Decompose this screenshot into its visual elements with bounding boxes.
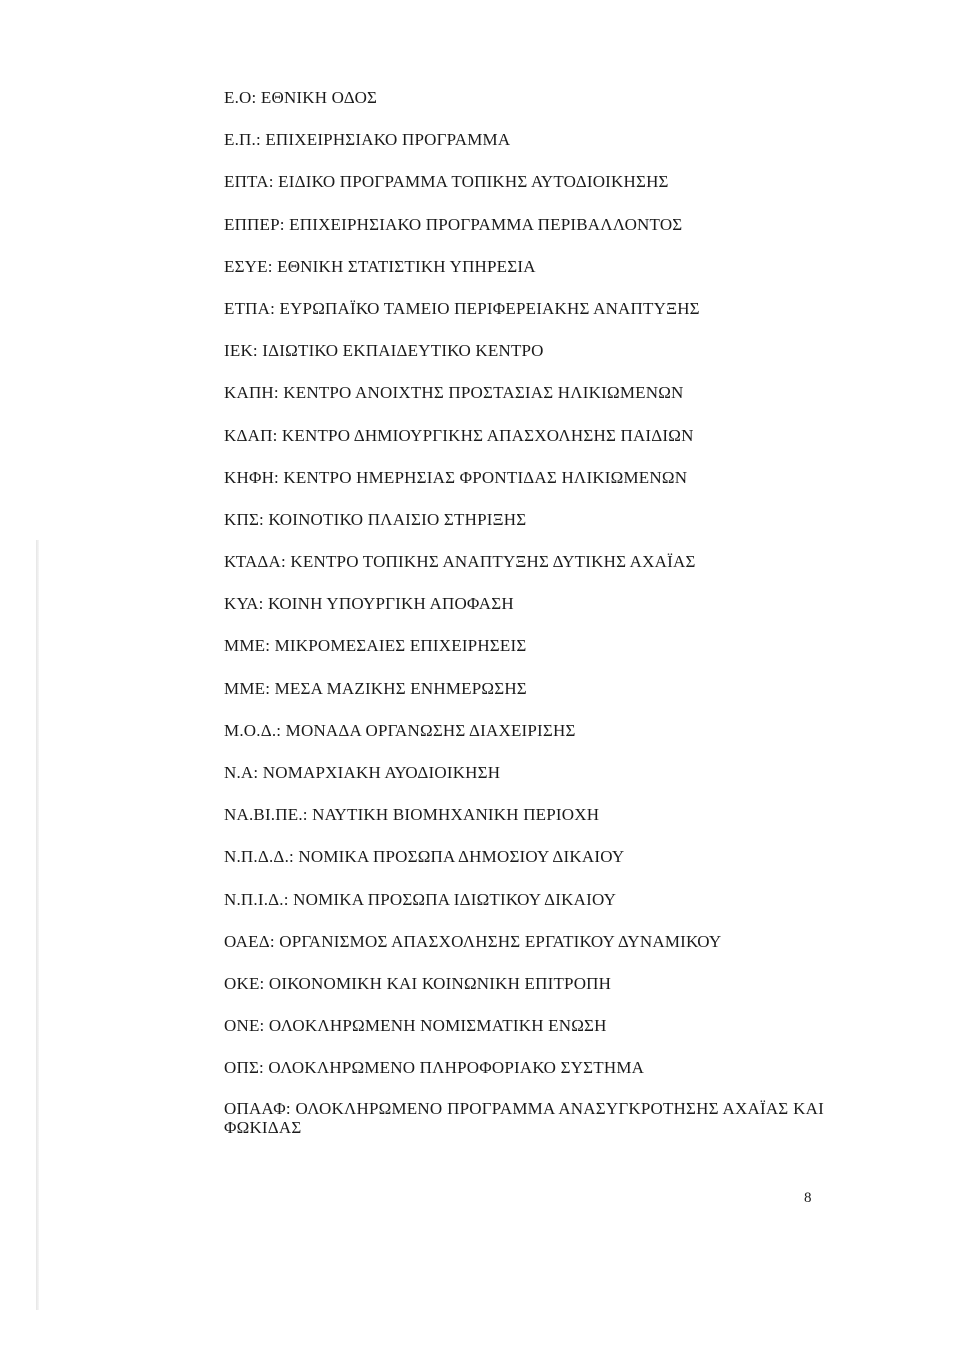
list-item: Ε.Ο: ΕΘΝΙΚΗ ΟΔΟΣ — [224, 88, 378, 107]
list-item: ΚΤΑΔΑ: ΚΕΝΤΡΟ ΤΟΠΙΚΗΣ ΑΝΑΠΤΥΞΗΣ ΔΥΤΙΚΗΣ ΑΧΑΪΑΣ — [224, 552, 696, 572]
scan-edge-shadow — [36, 540, 39, 1310]
list-item: ΕΠΤΑ: ΕΙΔΙΚΟ ΠΡΟΓΡΑΜΜΑ ΤΟΠΙΚΗΣ ΑΥΤΟΔΙΟΙΚΗΣΗΣ — [224, 172, 669, 192]
list-item: Ε.Π.: ΕΠΙΧΕΙΡΗΣΙΑΚΟ ΠΡΟΓΡΑΜΜΑ — [224, 130, 511, 150]
list-item: ΟΚΕ: ΟΙΚΟΝΟΜΙΚΗ ΚΑΙ ΚΟΙΝΩΝΙΚΗ ΕΠΙΤΡΟΠΗ — [224, 973, 612, 993]
list-item: ΕΠΠΕΡ: ΕΠΙΧΕΙΡΗΣΙΑΚΟ ΠΡΟΓΡΑΜΜΑ ΠΕΡΙΒΑΛΛΟΝΤΟΣ — [224, 214, 683, 234]
list-item: Ν.Π.Ι.Δ.: ΝΟΜΙΚΑ ΠΡΟΣΩΠΑ ΙΔΙΩΤΙΚΟΥ ΔΙΚΑΙΟΥ — [224, 889, 617, 909]
list-item: ΕΣΥΕ: ΕΘΝΙΚΗ ΣΤΑΤΙΣΤΙΚΗ ΥΠΗΡΕΣΙΑ — [224, 256, 536, 276]
list-item: Ν.Π.Δ.Δ.: ΝΟΜΙΚΑ ΠΡΟΣΩΠΑ ΔΗΜΟΣΙΟΥ ΔΙΚΑΙΟΥ — [224, 847, 625, 867]
list-item: ΟΠΣ: ΟΛΟΚΛΗΡΩΜΕΝΟ ΠΛΗΡΟΦΟΡΙΑΚΟ ΣΥΣΤΗΜΑ — [224, 1058, 645, 1078]
list-item: ΚΔΑΠ: ΚΕΝΤΡΟ ΔΗΜΙΟΥΡΓΙΚΗΣ ΑΠΑΣΧΟΛΗΣΗΣ ΠΑΙΔΙΩΝ — [224, 425, 694, 445]
list-item: ΙΕΚ: ΙΔΙΩΤΙΚΟ ΕΚΠΑΙΔΕΥΤΙΚΟ ΚΕΝΤΡΟ — [224, 341, 544, 361]
list-item: ΟΑΕΔ: ΟΡΓΑΝΙΣΜΟΣ ΑΠΑΣΧΟΛΗΣΗΣ ΕΡΓΑΤΙΚΟΥ ΔΥΝΑΜΙΚΟΥ — [224, 931, 722, 951]
list-item: ΚΥΑ: ΚΟΙΝΗ ΥΠΟΥΡΓΙΚΗ ΑΠΟΦΑΣΗ — [224, 594, 514, 614]
abbreviations-list — [224, 86, 824, 1137]
list-item: Ν.Α: ΝΟΜΑΡΧΙΑΚΗ ΑΥΟΔΙΟΙΚΗΣΗ — [224, 763, 501, 782]
list-item: ΝΑ.ΒΙ.ΠΕ.: ΝΑΥΤΙΚΗ ΒΙΟΜΗΧΑΝΙΚΗ ΠΕΡΙΟΧΗ — [224, 805, 600, 825]
list-item: Μ.Ο.Δ.: ΜΟΝΑΔΑ ΟΡΓΑΝΩΣΗΣ ΔΙΑΧΕΙΡΙΣΗΣ — [224, 720, 576, 740]
list-item: ΟΝΕ: ΟΛΟΚΛΗΡΩΜΕΝΗ ΝΟΜΙΣΜΑΤΙΚΗ ΕΝΩΣΗ — [224, 1016, 607, 1036]
list-item: ΚΑΠΗ: ΚΕΝΤΡΟ ΑΝΟΙΧΤΗΣ ΠΡΟΣΤΑΣΙΑΣ ΗΛΙΚΙΩΜΕΝΩΝ — [224, 383, 684, 403]
list-item: ΚΗΦΗ: ΚΕΝΤΡΟ ΗΜΕΡΗΣΙΑΣ ΦΡΟΝΤΙΔΑΣ ΗΛΙΚΙΩΜΕΝΩΝ — [224, 467, 688, 487]
list-item: ΕΤΠΑ: ΕΥΡΩΠΑΪΚΟ ΤΑΜΕΙΟ ΠΕΡΙΦΕΡΕΙΑΚΗΣ ΑΝΑΠΤΥΞΗΣ — [224, 298, 700, 318]
page-number: 8 — [804, 1190, 812, 1206]
list-item: ΜΜΕ: ΜΙΚΡΟΜΕΣΑΙΕΣ ΕΠΙΧΕΙΡΗΣΕΙΣ — [224, 636, 527, 656]
list-item: ΟΠΑΑΦ: ΟΛΟΚΛΗΡΩΜΕΝΟ ΠΡΟΓΡΑΜΜΑ ΑΝΑΣΥΓΚΡΟΤΗΣΗΣ ΑΧΑΪΑΣ ΚΑΙ ΦΩΚΙΔΑΣ — [224, 1098, 824, 1137]
list-item: ΜΜΕ: ΜΕΣΑ ΜΑΖΙΚΗΣ ΕΝΗΜΕΡΩΣΗΣ — [224, 678, 527, 698]
list-item: ΚΠΣ: ΚΟΙΝΟΤΙΚΟ ΠΛΑΙΣΙΟ ΣΤΗΡΙΞΗΣ — [224, 509, 527, 529]
